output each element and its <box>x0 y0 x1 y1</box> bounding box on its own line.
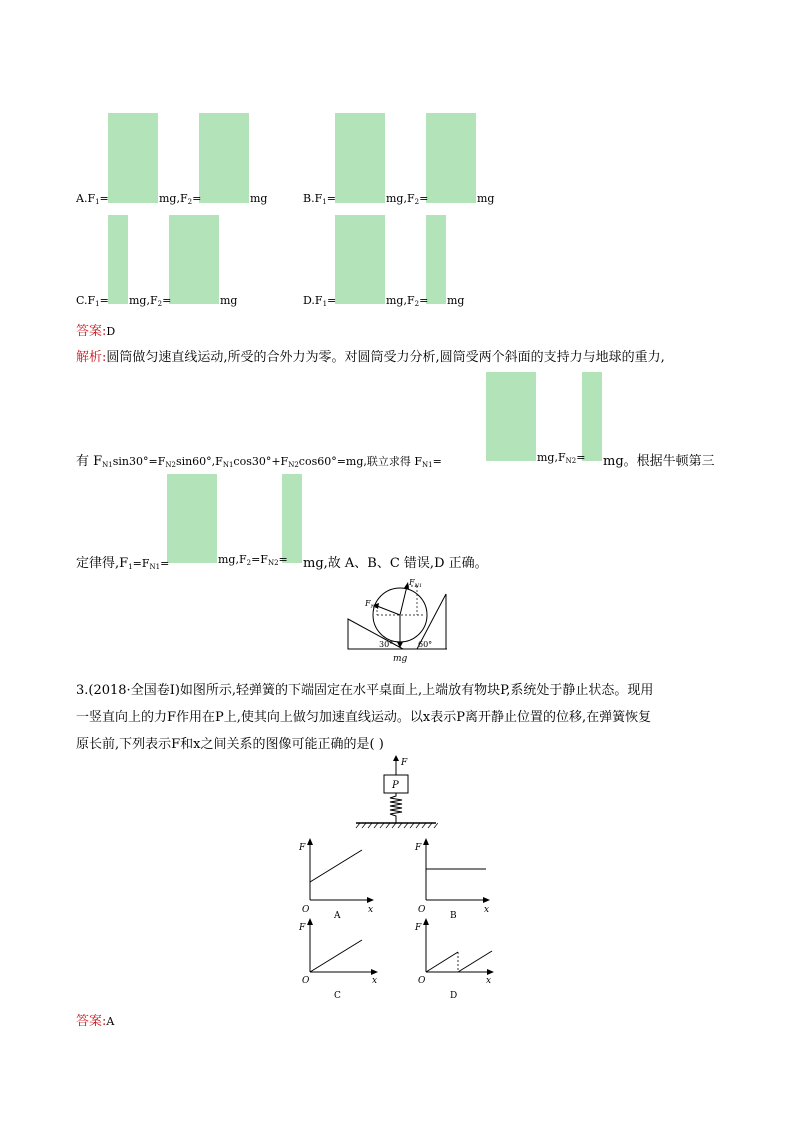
analysis-line-3-end: mg,故 A、B、C 错误,D 正确。 <box>303 556 488 571</box>
cylinder-incline-figure <box>345 572 449 668</box>
option-b-end: mg <box>477 192 495 205</box>
graph-c-y-label: F <box>299 923 306 933</box>
graph-c-line <box>310 940 362 972</box>
mg-label: mg <box>393 654 408 664</box>
graph-c <box>296 918 380 1000</box>
fn1-line <box>400 586 407 615</box>
graph-d-line-2 <box>458 951 492 972</box>
formula-image-d1 <box>335 215 385 304</box>
graph-c-origin: O <box>302 976 310 986</box>
formula-image-a2 <box>199 113 249 203</box>
formula-image-c1 <box>108 215 128 304</box>
fn2-line <box>377 606 400 615</box>
spring-block-figure <box>354 755 438 829</box>
angle-60-label: 60° <box>418 640 433 649</box>
formula-image-b1 <box>335 113 385 203</box>
answer-q3: 答案:A <box>76 1014 115 1029</box>
option-d-mid: $mg,F_2=$ <box>386 294 429 308</box>
option-a-mid: $mg,F_2=$ <box>159 192 202 206</box>
option-d: $D.F_1=$ <box>303 294 337 308</box>
formula-image-a1 <box>108 113 158 203</box>
force-arrowhead <box>393 755 399 761</box>
fn1-label: $F_{N1}$ <box>409 578 423 589</box>
answer-q2: 答案:D <box>76 324 116 339</box>
graph-d-origin: O <box>418 976 426 986</box>
graph-d-caption: D <box>450 991 458 1000</box>
graph-c-x-label: x <box>372 976 378 986</box>
q3-text-line-1: 3.(2018·全国卷Ⅰ)如图所示,轻弹簧的下端固定在水平桌面上,上端放有物块P,系统处于静止状态。现用 <box>76 683 654 698</box>
graph-b <box>412 838 492 920</box>
formula-image-c2 <box>169 215 219 304</box>
option-c: $C.F_1=$ <box>76 294 109 308</box>
graph-b-y-label: F <box>415 843 422 853</box>
angle-30-label: 30° <box>379 640 394 649</box>
formula-image-fn2 <box>582 372 602 461</box>
graph-d-x-label: x <box>486 976 492 986</box>
analysis-line-3-mid: $mg,F_2=F_{N2}=$ <box>218 553 288 567</box>
graph-d-line-1 <box>426 952 458 972</box>
left-incline <box>348 619 403 649</box>
graph-a-x-label: x <box>368 905 374 915</box>
option-b: $B.F_1=$ <box>303 192 336 206</box>
analysis-line-2: 有 $F_{N1}\sin 30^\circ=F_{N2}\sin 60^\circ,F_{N1}\cos 30^\circ+F_{N2}\cos 60^\circ=mg$,联立求得 $F_{N1}=$ <box>76 454 442 469</box>
graph-b-x-label: x <box>484 905 490 915</box>
option-a-end: mg <box>250 192 268 205</box>
graph-d <box>412 918 496 1000</box>
analysis-line-3: 定律得$,F_1=F_{N1}=$ <box>76 556 170 571</box>
option-d-end: mg <box>447 294 465 307</box>
block-label: P <box>392 780 399 791</box>
formula-image-fn1 <box>486 372 536 461</box>
formula-image-b2 <box>426 113 476 203</box>
analysis-q2: 解析:圆筒做匀速直线运动,所受的合外力为零。对圆筒受力分析,圆筒受两个斜面的支持力与地球的重力, <box>76 350 665 365</box>
option-a: $A.F_1=$ <box>76 192 109 206</box>
option-b-mid: $mg,F_2=$ <box>386 192 429 206</box>
graph-b-caption: B <box>450 911 457 920</box>
graph-b-origin: O <box>418 905 426 915</box>
graph-a-line <box>310 850 362 882</box>
formula-image-f2 <box>282 474 302 563</box>
graph-a <box>296 838 376 920</box>
spring-coil <box>390 793 402 823</box>
graph-c-caption: C <box>334 991 341 1000</box>
graph-a-y-label: F <box>299 843 306 853</box>
force-label: F <box>401 758 408 768</box>
q3-text-line-2: 一竖直向上的力F作用在P上,使其向上做匀加速直线运动。以x表示P离开静止位置的位移,在弹簧恢复 <box>76 710 652 725</box>
graph-a-caption: A <box>334 911 341 920</box>
option-c-end: mg <box>220 294 238 307</box>
q3-text-line-3: 原长前,下列表示F和x之间关系的图像可能正确的是( ) <box>76 737 384 752</box>
graph-d-y-label: F <box>415 923 422 933</box>
fn2-label: $F_{N2}$ <box>365 599 379 610</box>
option-c-mid: $mg,F_2=$ <box>129 294 172 308</box>
formula-image-f1 <box>167 474 217 563</box>
analysis-line-2-mid: $mg,F_{N2}=$ <box>537 451 586 465</box>
gravity-arrowhead <box>397 642 403 648</box>
analysis-line-2-end: mg。根据牛顿第三 <box>603 454 715 469</box>
formula-image-d2 <box>426 215 446 304</box>
graph-a-origin: O <box>302 905 310 915</box>
